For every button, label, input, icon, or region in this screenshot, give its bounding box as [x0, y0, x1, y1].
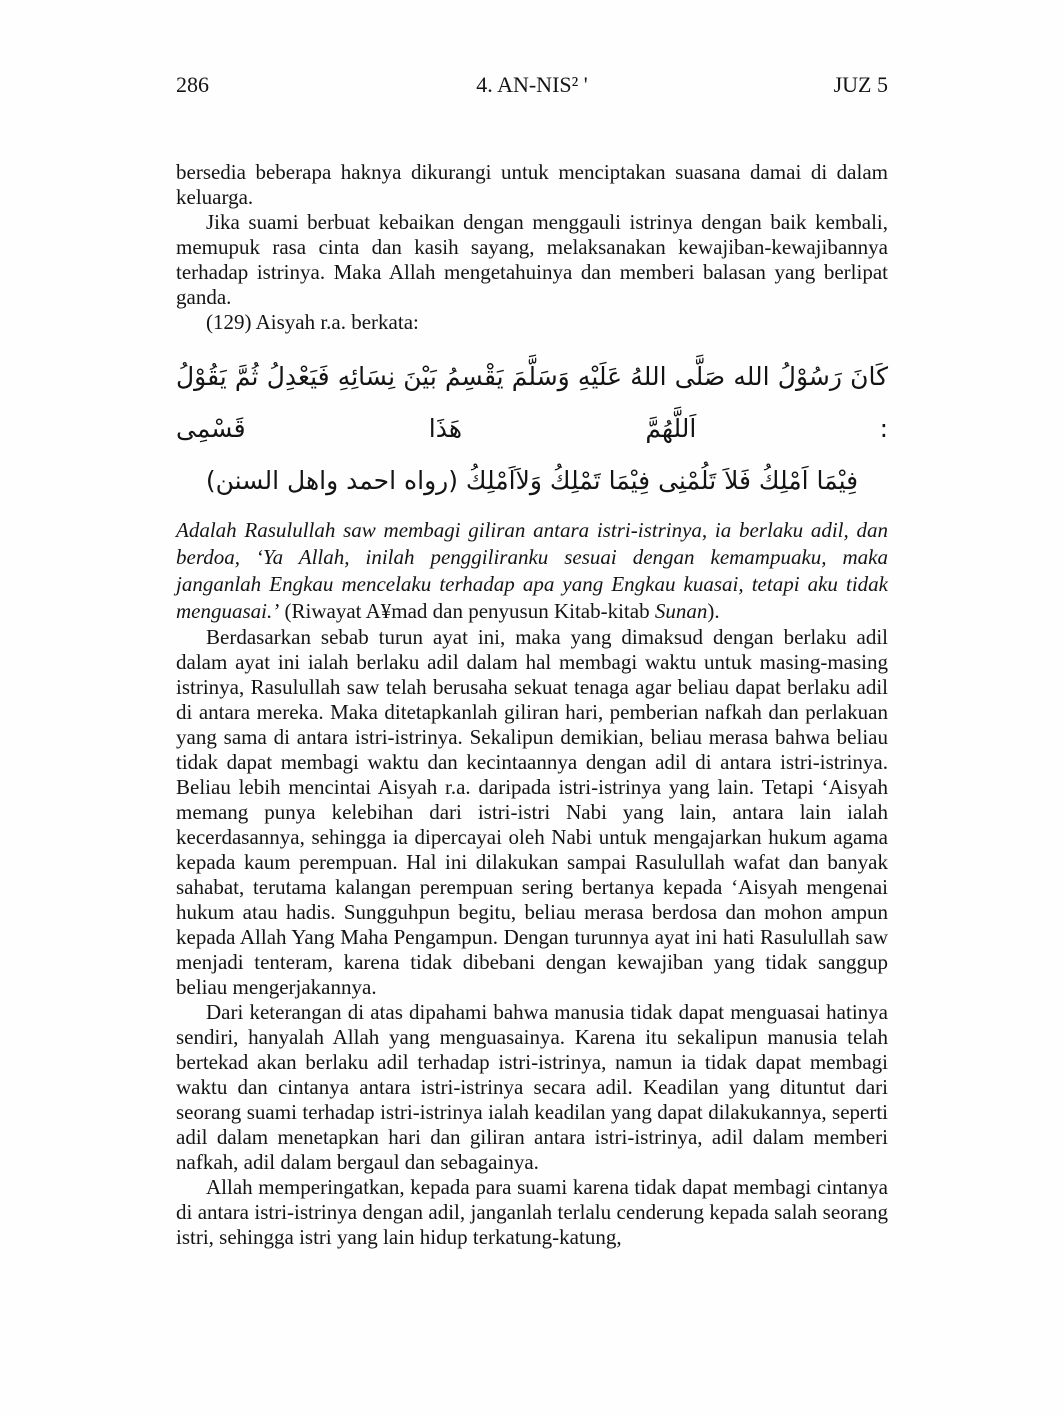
chapter-title: 4. AN-NIS² ' [476, 72, 588, 97]
arabic-hadith-line-2: فِيْمَا اَمْلِكُ فَلاَ تَلُمْنِى فِيْمَا تَمْلِكُ وَلاَاَمْلِكُ (رواه احمد واهل السنن) [205, 466, 859, 495]
paragraph-hadith-intro: (129) Aisyah r.a. berkata: [206, 310, 419, 334]
arabic-hadith-block [176, 351, 888, 507]
hadith-source-title: Sunan [654, 599, 708, 623]
body-text [176, 160, 888, 1250]
page-number: 286 [176, 72, 209, 97]
hadith-translation [176, 517, 888, 625]
paragraph-berdasarkan: Berdasarkan sebab turun ayat ini, maka yang dimaksud dengan berlaku adil dalam ayat ini ialah berlaku adil dalam hal membagi waktu untuk masing-masing istrinya, Rasulullah saw telah berusaha sekuat tenaga agar beliau dapat berlaku adil di antara mereka. Maka ditetapkanlah giliran hari, pemberian nafkah dan perlakuan yang sama di antara istri-istrinya. Sekalipun demikian, beliau merasa bahwa beliau tidak dapat membagi waktu dan kecintaannya dengan adil di antara istri-istrinya. Beliau lebih mencintai Aisyah r.a. daripada istri-istrinya yang lain. Tetapi ‘Aisyah memang punya kelebihan dari istri-istri Nabi yang lain, antara lain ialah kecerdasannya, sehingga ia dipercayai oleh Nabi untuk mengajarkan hukum agama kepada kaum perempuan. Hal ini dilakukan sampai Rasulullah wafat dan banyak sahabat, terutama kalangan perempuan sering bertanya kepada ‘Aisyah mengenai hukum atau hadis. Sungguhpun begitu, beliau merasa berdosa dan mohon ampun kepada Allah Yang Maha Pengampun. Dengan turunnya ayat ini hati Rasulullah saw menjadi tenteram, karena tidak dibebani dengan kewajiban yang tidak sanggup beliau mengerjakannya. [176, 625, 888, 999]
hadith-source-prefix: (Riwayat A¥mad dan penyusun Kitab-kitab [279, 599, 655, 623]
hadith-source-suffix: ). [707, 599, 720, 623]
running-header [176, 72, 888, 98]
paragraph-continuation: bersedia beberapa haknya dikurangi untuk menciptakan suasana damai di dalam keluarga. [176, 160, 888, 209]
arabic-hadith-line-1: كَانَ رَسُوْلُ الله صَلَّى اللهُ عَلَيْهِ وَسَلَّمَ يَقْسِمُ بَيْنَ نِسَائِهِ فَيَعْدِلُ ثُمَّ يَقُوْلُ : اَللَّهُمَّ هَذَا قَسْمِى [176, 362, 888, 443]
paragraph-dari-keterangan: Dari keterangan di atas dipahami bahwa manusia tidak dapat menguasai hatinya sendiri, hanyalah Allah yang menguasainya. Karena itu sekalipun manusia telah bertekad akan berlaku adil terhadap istri-istrinya, namun ia tidak dapat membagi waktu dan cintanya antara istri-istrinya secara adil. Keadilan yang dituntut dari seorang suami terhadap istri-istrinya ialah keadilan yang dapat dilakukannya, seperti adil dalam menetapkan hari dan giliran antara istri-istrinya, adil dalam memberi nafkah, adil dalam bergaul dan sebagainya. [176, 1000, 888, 1174]
juz-label: JUZ 5 [833, 72, 888, 97]
paragraph-allah-memperingatkan: Allah memperingatkan, kepada para suami karena tidak dapat membagi cintanya di antara istri-istrinya dengan adil, janganlah terlalu cenderung kepada salah seorang istri, sehingga istri yang lain hidup terkatung-katung, [176, 1175, 888, 1249]
hadith-translation-text: Adalah Rasulullah saw membagi giliran antara istri-istrinya, ia berlaku adil, dan berdoa, ‘Ya Allah, inilah penggiliranku sesuai dengan kemampuaku, maka janganlah Engkau mencelaku terhadap apa yang Engkau kuasai, tetapi aku tidak menguasai.’ [176, 518, 888, 623]
paragraph-suami-kebaikan: Jika suami berbuat kebaikan dengan menggauli istrinya dengan baik kembali, memupuk rasa cinta dan kasih sayang, melaksanakan kewajiban-kewajibannya terhadap istrinya. Maka Allah mengetahuinya dan memberi balasan yang berlipat ganda. [176, 210, 888, 309]
